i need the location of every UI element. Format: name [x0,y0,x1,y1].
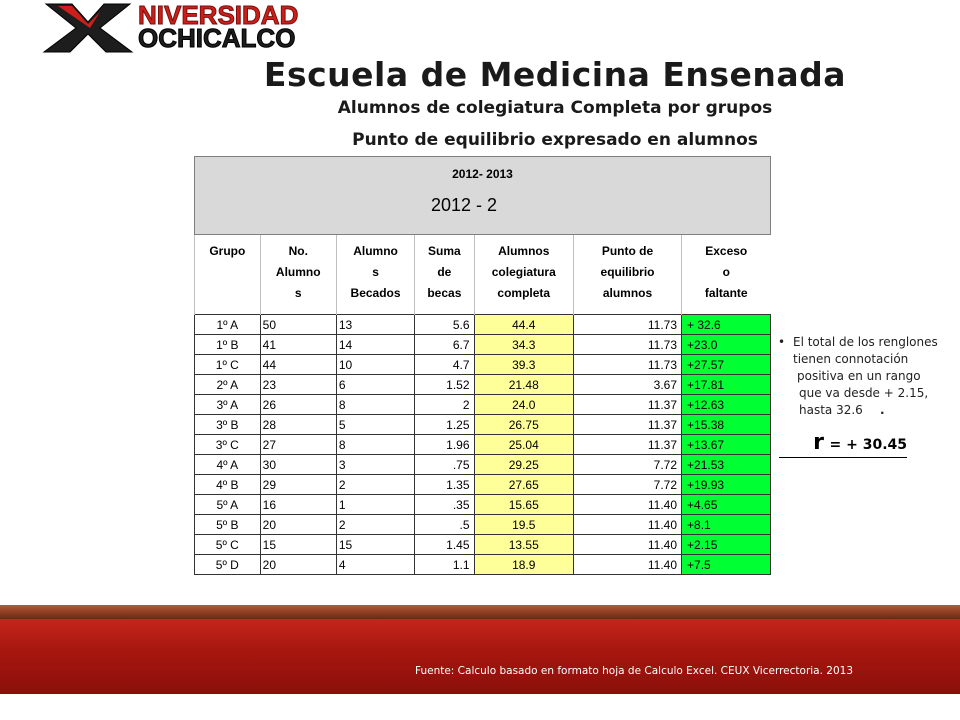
column-header [415,235,474,315]
column-header-line: No. [288,244,308,258]
table-cell: 11.40 [574,515,682,535]
table-cell: 27.65 [474,475,574,495]
footer-band [0,619,960,694]
table-cell: 44.4 [474,315,574,335]
column-header [336,235,414,315]
table-cell: 4.7 [415,355,474,375]
table-cell: 1.96 [415,435,474,455]
r-value [779,430,907,458]
table-cell: 24.0 [474,395,574,415]
table-cell: 1.35 [415,475,474,495]
r-value-text: = + 30.45 [829,437,907,453]
table-cell: 11.40 [574,555,682,575]
table-cell: 1º A [195,315,261,335]
table-cell: 11.37 [574,395,682,415]
table-year: 2012- 2013 [452,167,513,181]
table-row [195,495,771,515]
table-cell: 29.25 [474,455,574,475]
table-cell: 11.40 [574,495,682,515]
table-cell: +27.57 [682,355,771,375]
column-header [574,235,682,315]
table-cell: 39.3 [474,355,574,375]
table-row [195,535,771,555]
table-row [195,335,771,355]
table-cell: 2 [415,395,474,415]
table-period-header [195,157,771,235]
table-cell: 19.5 [474,515,574,535]
table-cell: 1 [336,495,414,515]
note-line: El total de los renglones [793,335,938,349]
table-cell: 14 [336,335,414,355]
table-cell: +15.38 [682,415,771,435]
table-cell: 4º A [195,455,261,475]
table-cell: +21.53 [682,455,771,475]
table-cell: 5º B [195,515,261,535]
table-cell: 30 [260,455,336,475]
column-header-line: Alumno [275,265,321,279]
table-row [195,475,771,495]
table-cell: 11.37 [574,435,682,455]
table-cell: 6 [336,375,414,395]
table-cell: 13 [336,315,414,335]
table-cell: .5 [415,515,474,535]
table-cell: 11.73 [574,335,682,355]
table-cell: 1.1 [415,555,474,575]
column-header-line: Suma [428,244,461,258]
table-cell: 3º B [195,415,261,435]
table-cell: 5º C [195,535,261,555]
table-cell: 16 [260,495,336,515]
table-cell: 5.6 [415,315,474,335]
table-cell: 11.73 [574,355,682,375]
table-cell: 7.72 [574,475,682,495]
table-cell: 41 [260,335,336,355]
table-row [195,435,771,455]
column-header-line: colegiatura [491,265,556,279]
table-cell: 28 [260,415,336,435]
table-row [195,395,771,415]
table-cell: +4.65 [682,495,771,515]
table-cell: 3 [336,455,414,475]
column-header-line: Alumno [353,244,398,258]
note-line: hasta 32.6 [799,403,863,417]
table-cell: 3º C [195,435,261,455]
table-cell: 25.04 [474,435,574,455]
table-row [195,555,771,575]
table-cell: .35 [415,495,474,515]
subtitle-2: Punto de equilibrio expresado en alumnos [352,130,758,150]
table-row [195,455,771,475]
table-cell: 8 [336,395,414,415]
table-cell: 1.52 [415,375,474,395]
note-line: positiva en un rango [797,369,921,383]
table-cell: 15 [260,535,336,555]
column-header-line: o [722,265,730,279]
logo-text-line-1: NIVERSIDAD [138,0,299,30]
column-header-line: becas [427,286,462,300]
page-title: Escuela de Medicina Ensenada [263,55,847,94]
logo-text-line-2: OCHICALCO [138,23,296,53]
column-header [474,235,574,315]
table-cell: 4 [336,555,414,575]
column-header-line: s [294,286,302,300]
table-cell: 4º B [195,475,261,495]
column-header-line: equilibrio [600,265,655,279]
table-cell: 1.45 [415,535,474,555]
column-header-line: Punto de [601,244,654,258]
column-header [682,235,771,315]
column-header-line: completa [497,286,551,300]
note-line: tienen connotación [793,352,909,366]
table-cell: +7.5 [682,555,771,575]
table-cell: +19.93 [682,475,771,495]
table-cell: 5 [336,415,414,435]
table-cell: +12.63 [682,395,771,415]
table-cell: 29 [260,475,336,495]
table-cell: 27 [260,435,336,455]
table-cell: 26.75 [474,415,574,435]
students-table [194,156,771,575]
table-cell: 1º B [195,335,261,355]
column-header-line: faltante [704,286,748,300]
wood-divider [0,605,960,619]
column-header-line: Grupo [209,244,246,258]
column-header-line: Alumnos [498,244,550,258]
note-line: . [880,403,885,417]
table-cell: 7.72 [574,455,682,475]
table-cell: 2º A [195,375,261,395]
table-cell: 11.37 [574,415,682,435]
table-cell: 1º C [195,355,261,375]
table-cell: + 32.6 [682,315,771,335]
table-cell: 5º A [195,495,261,515]
table-cell: +23.0 [682,335,771,355]
table-period: 2012 - 2 [431,195,498,215]
table-cell: 11.73 [574,315,682,335]
table-cell: 3.67 [574,375,682,395]
table-cell: 44 [260,355,336,375]
table-row [195,375,771,395]
table-cell: 26 [260,395,336,415]
table-row [195,355,771,375]
table-cell: .75 [415,455,474,475]
table-cell: 20 [260,515,336,535]
table-cell: 11.40 [574,535,682,555]
subtitle-1: Alumnos de colegiatura Completa por grupos [337,98,773,118]
table-cell: 34.3 [474,335,574,355]
table-cell: +13.67 [682,435,771,455]
table-cell: 6.7 [415,335,474,355]
table-cell: 23 [260,375,336,395]
table-cell: 21.48 [474,375,574,395]
table-cell: 1.25 [415,415,474,435]
column-header-line: s [372,265,379,279]
column-header [260,235,336,315]
table-cell: +2.15 [682,535,771,555]
column-header-row [195,235,771,315]
table-row [195,515,771,535]
table-cell: 5º D [195,555,261,575]
note-line: que va desde + 2.15, [799,386,929,400]
footer-source: Fuente: Calculo basado en formato hoja de Calculo Excel. CEUX Vicerrectoria. 2013 [415,665,854,677]
university-logo [38,0,299,54]
table-cell: 2 [336,475,414,495]
column-header-line: de [437,265,452,279]
column-header-line: Exceso [705,244,748,258]
table-row [195,415,771,435]
table-cell: 2 [336,515,414,535]
table-cell: 15 [336,535,414,555]
note-bullet: • [778,335,786,349]
table-cell: 3º A [195,395,261,415]
table-cell: 20 [260,555,336,575]
column-header-line: alumnos [602,286,653,300]
column-header [195,235,261,315]
table-cell: +8.1 [682,515,771,535]
column-header-line: Becados [350,286,401,300]
table-cell: 15.65 [474,495,574,515]
r-symbol: r [813,430,824,455]
table-cell: 13.55 [474,535,574,555]
table-cell: 10 [336,355,414,375]
table-cell: 8 [336,435,414,455]
table-cell: 18.9 [474,555,574,575]
table-cell: 50 [260,315,336,335]
table-row [195,315,771,335]
table-cell: +17.81 [682,375,771,395]
